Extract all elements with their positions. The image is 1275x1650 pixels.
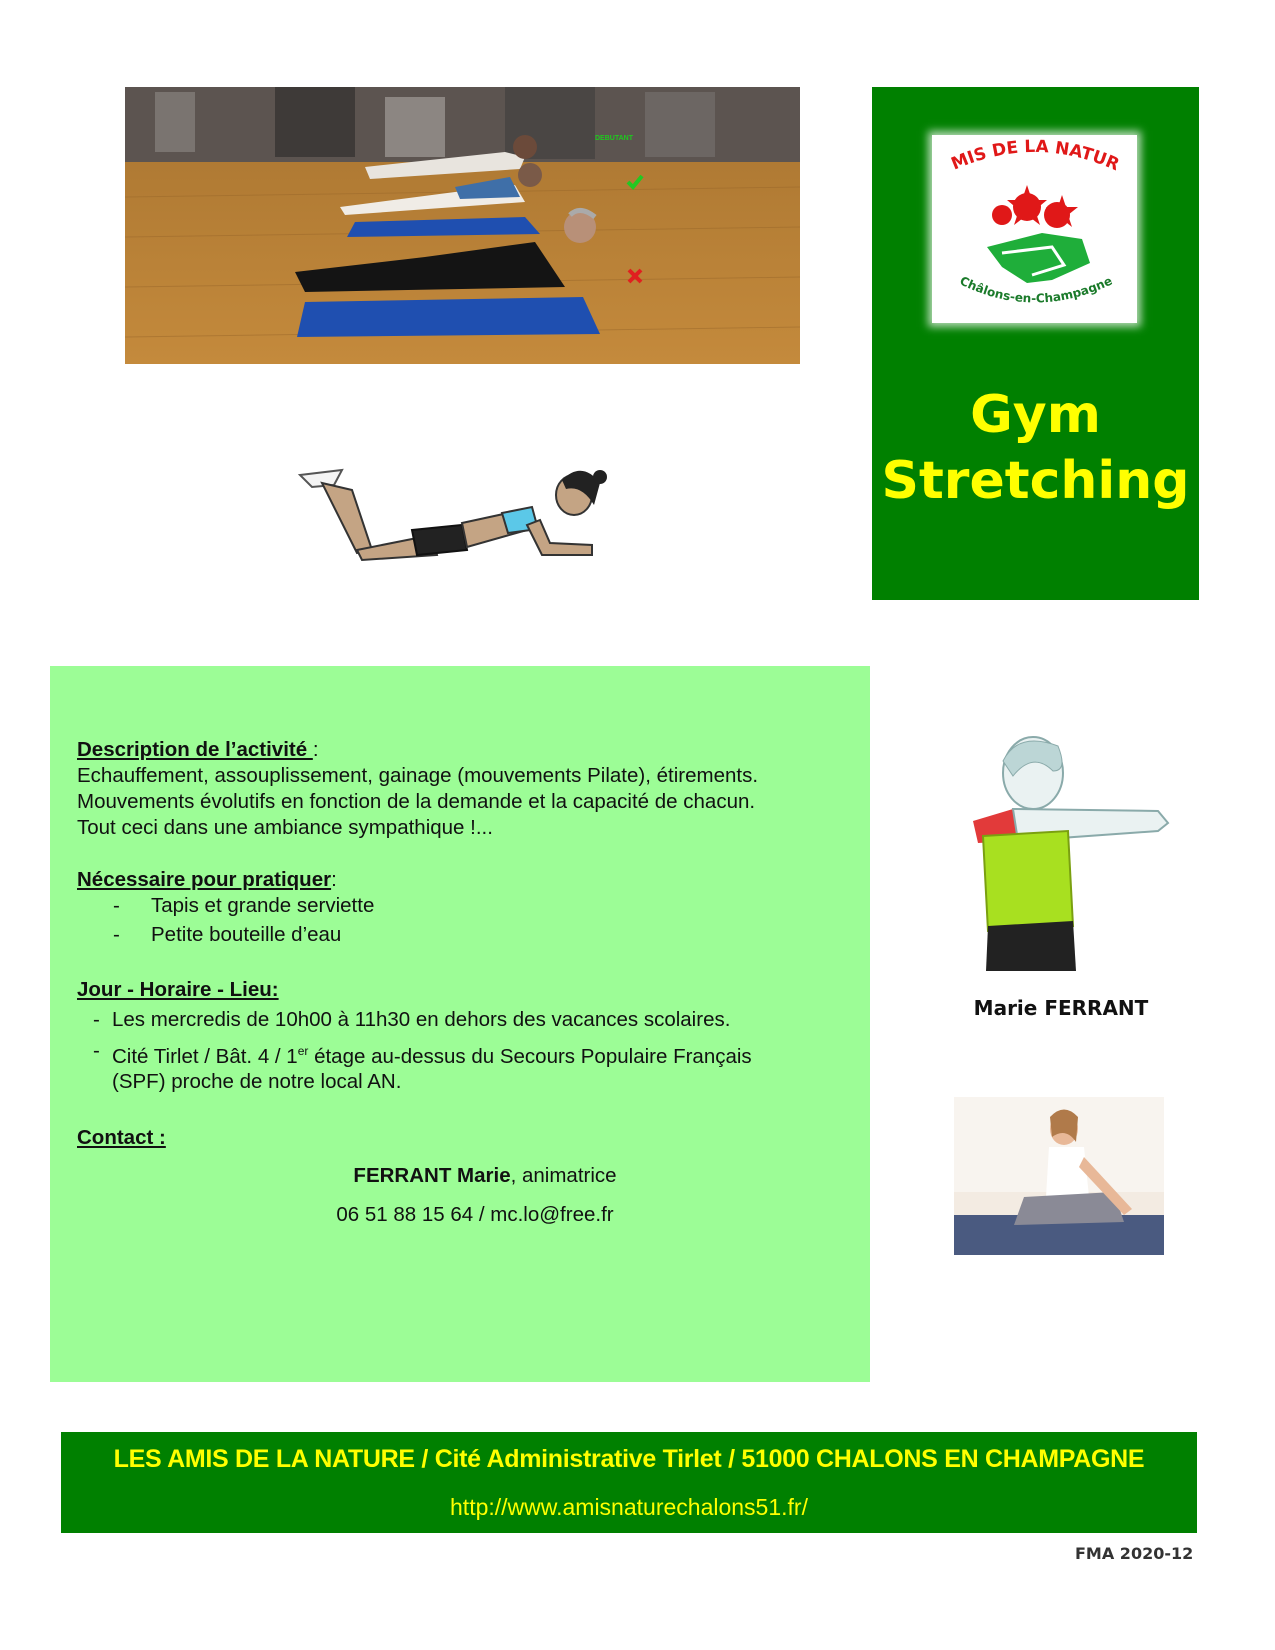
photo-badge: DEBUTANT (595, 135, 633, 142)
title-line-2: Stretching (881, 451, 1190, 511)
equipment-dash-2: - (113, 923, 120, 946)
plank-exercise-photo (125, 87, 800, 364)
stretching-woman-illustration (958, 731, 1173, 971)
girl-stretching-photo (954, 1097, 1164, 1255)
footer-address: LES AMIS DE LA NATURE / Cité Administrative Tirlet / 51000 CHALONS EN CHAMPAGNE (113, 1445, 1145, 1473)
description-line-2: Mouvements évolutifs en fonction de la demande et la capacité de chacun. (77, 790, 756, 813)
title-panel (872, 87, 1199, 600)
contact-heading: Contact : (77, 1126, 166, 1149)
schedule-item-2-before: Cité Tirlet / Bât. 4 / 1 (112, 1044, 298, 1068)
schedule-dash-2: - (93, 1039, 100, 1062)
schedule-item-2-sup: er (297, 1044, 309, 1058)
equipment-item-2: Petite bouteille d’eau (151, 923, 342, 946)
amis-de-la-nature-logo (932, 135, 1137, 323)
description-heading-line (77, 737, 319, 763)
schedule-item-2-line-2: (SPF) proche de notre local AN. (112, 1070, 402, 1093)
equipment-heading-line (77, 867, 337, 893)
title-line-1: Gym (970, 385, 1101, 445)
equipment-item-1: Tapis et grande serviette (151, 894, 375, 917)
description-heading: Description de l’activité (77, 738, 313, 761)
contact-name-line (50, 1163, 870, 1189)
document-reference: FMA 2020-12 (1075, 1544, 1194, 1563)
handshake-icon (987, 233, 1090, 283)
logo-bottom-text: Châlons-en-Champagne (957, 273, 1115, 306)
description-line-1: Echauffement, assouplissement, gainage (mouvements Pilate), étirements. (77, 764, 759, 787)
footer-website-link[interactable]: http://www.amisnaturechalons51.fr/ (450, 1494, 808, 1520)
page-title (872, 382, 1199, 514)
activity-info-box (50, 666, 870, 1382)
footer-banner (61, 1432, 1197, 1533)
schedule-item-1: Les mercredis de 10h00 à 11h30 en dehors des vacances scolaires. (112, 1008, 731, 1031)
logo-top-text: MIS DE LA NATUR (948, 136, 1123, 176)
contact-phone-email: 06 51 88 15 64 / mc.lo@free.fr (336, 1203, 614, 1226)
plank-illustration (282, 455, 622, 575)
description-colon: : (312, 738, 319, 761)
schedule-heading: Jour - Horaire - Lieu: (77, 978, 279, 1001)
equipment-colon: : (331, 868, 337, 891)
description-line-3: Tout ceci dans une ambiance sympathique !... (77, 816, 493, 839)
contact-role: , animatrice (510, 1164, 617, 1187)
instructor-name: Marie FERRANT (973, 996, 1149, 1020)
svg-text:AMIS DE LA NATURE (932, 135, 1122, 175)
equipment-dash-1: - (113, 894, 120, 917)
schedule-item-2 (112, 1038, 752, 1070)
schedule-item-2-after: étage au-dessus du Secours Populaire Français (308, 1044, 752, 1068)
equipment-heading: Nécessaire pour pratiquer (77, 868, 332, 891)
schedule-dash-1: - (93, 1008, 100, 1031)
contact-name: FERRANT Marie (353, 1164, 511, 1187)
